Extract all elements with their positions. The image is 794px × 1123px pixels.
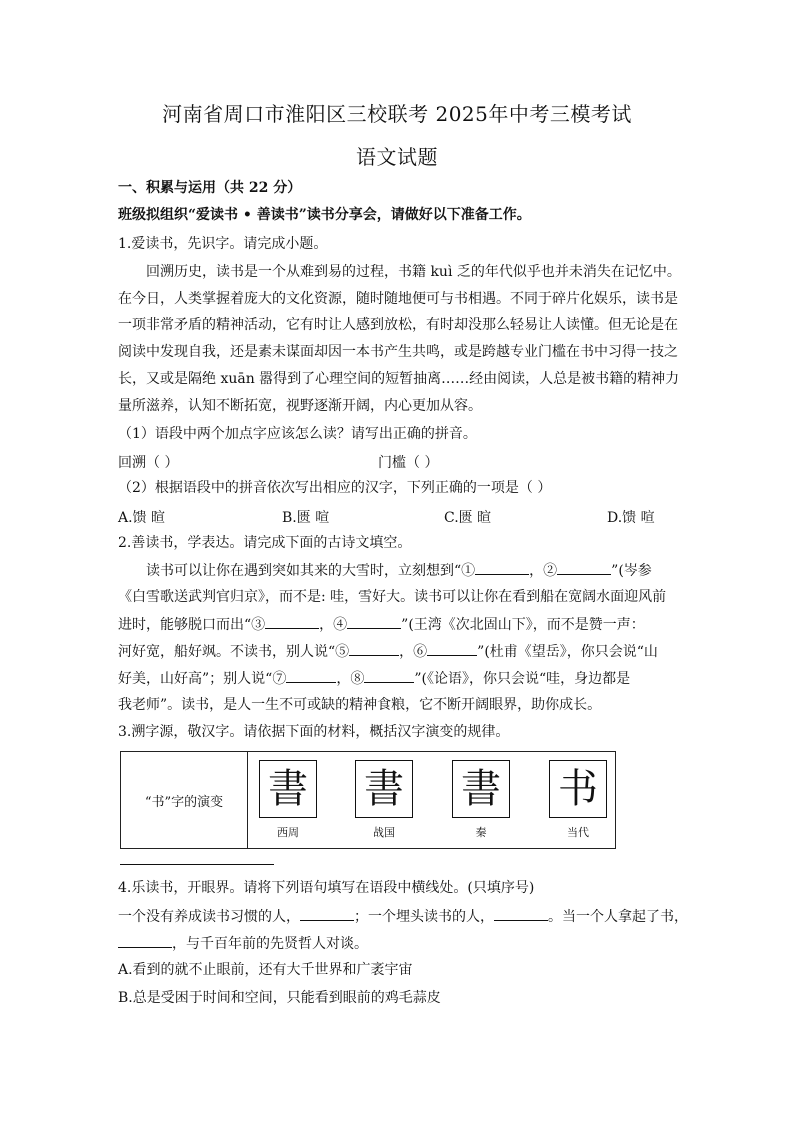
question-3-stem: 3.溯字源，敬汉字。请依据下面的材料，概括汉字演变的规律。 bbox=[118, 724, 510, 740]
poem-fill-line: 《白雪歌送武判官归京》，而不是: 哇，雪好大。读书可以让你在看到船在宽阔水面迎风前 bbox=[118, 589, 667, 605]
blank-6[interactable] bbox=[427, 641, 477, 656]
q4-option-a[interactable]: A.看到的就不止眼前，还有大千世界和广袤宇宙 bbox=[118, 962, 413, 978]
poem-fill-line: 好美，山好高”；别人说“⑦ ，⑧ ”(《论语》，你只会说“哇，身边都是 bbox=[118, 668, 688, 689]
era-label: 西周 bbox=[277, 826, 299, 839]
blank-1[interactable] bbox=[475, 560, 529, 575]
blank-8[interactable] bbox=[364, 668, 414, 683]
era-label: 秦 bbox=[475, 826, 487, 839]
blank-q4-3[interactable] bbox=[118, 933, 172, 948]
fill-line: ，与千百年前的先贤哲人对谈。 bbox=[118, 933, 688, 954]
option-a[interactable]: A.馈 暄 bbox=[118, 510, 166, 526]
poem-fill-line: 河好宽，船好飒。不读书，别人说“⑤ ，⑥ ”(杜甫《望岳》，你只会说“山 bbox=[118, 641, 688, 662]
blank-3[interactable] bbox=[265, 614, 319, 629]
passage-line: 量所滋养，认知不断拓宽，视野逐渐开阔，内心更加从容。 bbox=[118, 398, 482, 414]
page-subtitle: 语文试题 bbox=[356, 145, 438, 169]
glyph-dangdai: 书 bbox=[549, 760, 607, 818]
blank-q4-1[interactable] bbox=[300, 906, 354, 921]
section-intro: 班级拟组织“爱读书 • 善读书”读书分享会，请做好以下准备工作。 bbox=[118, 207, 531, 223]
poem-fill-line: 读书可以让你在遇到突如其来的大雪时，立刻想到“① ，② ”(岑参 bbox=[146, 560, 688, 581]
q1-sub2: （2）根据语段中的拼音依次写出相应的汉字，下列正确的一项是（ ） bbox=[118, 480, 552, 496]
blank-2[interactable] bbox=[557, 560, 611, 575]
question-2-stem: 2.善读书，学表达。请完成下面的古诗文填空。 bbox=[118, 535, 412, 551]
character-evolution-table bbox=[120, 751, 616, 849]
poem-fill-line: 我老师”。读书，是人一生不可或缺的精神食粮，它不断开阔眼界，助你成长。 bbox=[118, 697, 602, 713]
era-label: 当代 bbox=[567, 826, 589, 839]
blank-5[interactable] bbox=[349, 641, 399, 656]
glyph-qin: 書 bbox=[452, 760, 510, 818]
blank-q4-2[interactable] bbox=[494, 906, 548, 921]
passage-line: 一项非常矛盾的精神活动，它有时让人感到放松，有时却没那么轻易让人读懂。但无论是在 bbox=[118, 317, 678, 333]
answer-divider bbox=[120, 864, 274, 865]
page-title: 河南省周口市淮阳区三校联考 2025年中考三模考试 bbox=[162, 102, 632, 126]
table-label: “书”字的演变 bbox=[121, 752, 248, 848]
glyph-zhanguo: 書 bbox=[355, 760, 413, 818]
passage-line: 阅读中发现自我，还是素未谋面却因一本书产生共鸣，或是跨越专业门槛在书中习得一技之 bbox=[118, 344, 678, 360]
era-label: 战国 bbox=[373, 826, 395, 839]
blank-4[interactable] bbox=[347, 614, 401, 629]
option-c[interactable]: C.匮 暄 bbox=[444, 510, 492, 526]
q4-option-b[interactable]: B.总是受困于时间和空间，只能看到眼前的鸡毛蒜皮 bbox=[118, 990, 441, 1006]
q1-sub1: （1）语段中两个加点字应该怎么读？请写出正确的拼音。 bbox=[118, 426, 477, 442]
pinyin-blank-a[interactable]: 回溯（ ） bbox=[118, 455, 179, 471]
pinyin-blank-b[interactable]: 门槛（ ） bbox=[378, 455, 439, 471]
fill-line: 一个没有养成读书习惯的人， ；一个埋头读书的人， 。当一个人拿起了书， bbox=[118, 906, 688, 927]
poem-fill-line: 进时，能够脱口而出“③ ，④ ”(王湾《次北固山下》，而不是赞一声： bbox=[118, 614, 688, 635]
passage-line: 回溯历史，读书是一个从难到易的过程，书籍 kuì 乏的年代似乎也并未消失在记忆中。 bbox=[146, 264, 681, 280]
question-4-stem: 4.乐读书，开眼界。请将下列语句填写在语段中横线处。(只填序号) bbox=[118, 880, 535, 896]
option-d[interactable]: D.馈 喧 bbox=[607, 510, 655, 526]
glyph-xizhou: 書 bbox=[259, 760, 317, 818]
blank-7[interactable] bbox=[286, 668, 336, 683]
passage-line: 在今日，人类掌握着庞大的文化资源，随时随地便可与书相遇。不同于碎片化娱乐，读书是 bbox=[118, 291, 678, 307]
passage-line: 长，又或是隔绝 xuān 嚣得到了心理空间的短暂抽离……经由阅读，人总是被书籍的精神力 bbox=[118, 371, 680, 387]
section-heading: 一、积累与运用（共 22 分） bbox=[118, 180, 302, 196]
question-1-stem: 1.爱读书，先识字。请完成小题。 bbox=[118, 236, 328, 252]
option-b[interactable]: B.匮 喧 bbox=[282, 510, 330, 526]
